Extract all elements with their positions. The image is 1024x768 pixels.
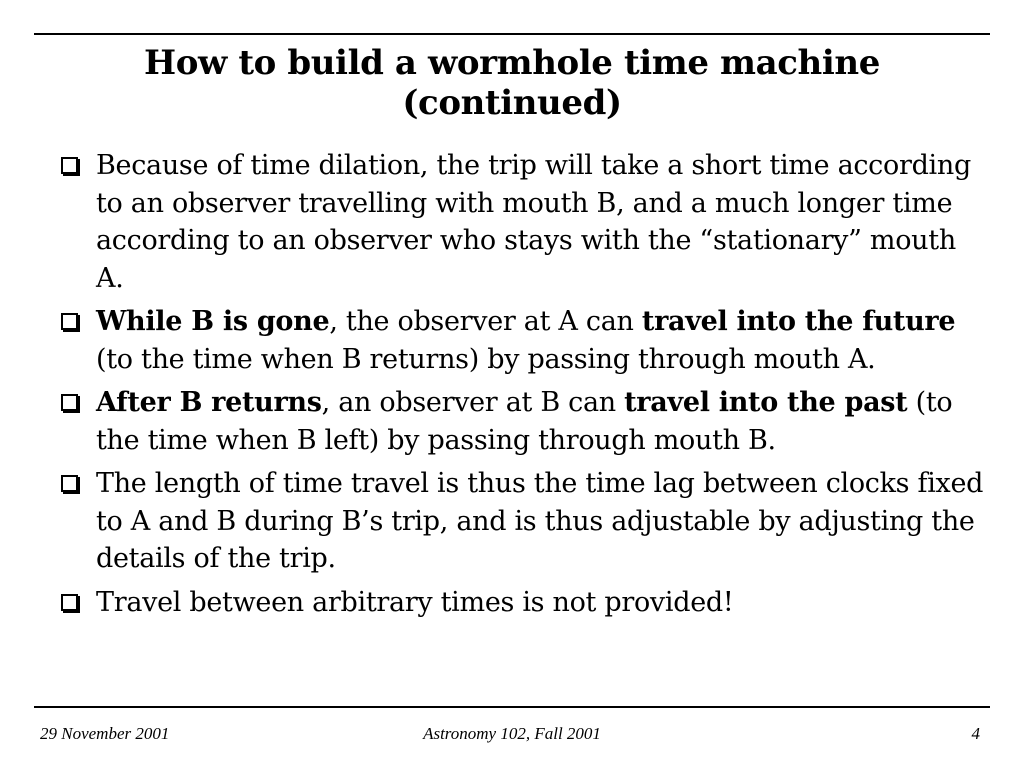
bullet-item	[58, 147, 988, 297]
slide-title	[0, 43, 1024, 123]
bullet-text-segment: The length of time travel is thus the time lag between clocks fixed to A and B during B’s trip, and is thus adjustable by adjusting the details of the trip.	[96, 468, 984, 574]
footer-course: Astronomy 102, Fall 2001	[423, 724, 601, 743]
bullet-item	[58, 465, 988, 578]
bullet-item	[58, 384, 988, 459]
bullet-text	[96, 468, 983, 574]
bullet-text-segment: (to the time when B returns) by passing through mouth A.	[96, 343, 876, 375]
bullet-text	[96, 587, 733, 618]
bullet-emphasis: travel into the future	[641, 306, 956, 337]
bullet-emphasis: After B returns	[96, 387, 322, 418]
bullet-emphasis: travel into the past	[624, 387, 908, 418]
bullet-text-segment: , the observer at A can	[329, 306, 642, 337]
checkbox-bullet-icon	[61, 594, 78, 611]
footer-page-number: 4	[971, 724, 980, 743]
bullet-list	[58, 147, 988, 621]
bullet-text-segment: , an observer at B can	[321, 387, 625, 418]
checkbox-bullet-icon	[61, 475, 78, 492]
footer-date: 29 November 2001	[40, 724, 170, 743]
bullet-text	[96, 306, 955, 375]
bullet-text-segment: Travel between arbitrary times is not provided!	[96, 586, 734, 618]
top-divider	[34, 33, 990, 35]
checkbox-bullet-icon	[61, 157, 78, 174]
bullet-text	[96, 150, 971, 294]
bullet-text	[96, 387, 952, 456]
bottom-divider	[34, 706, 990, 708]
bullet-text-segment: Because of time dilation, the trip will take a short time according to an observer travelling with mouth B, and a much longer time according to an observer who stays with the “stationary” mouth A.	[96, 150, 971, 294]
slide-title-line-1: How to build a wormhole time machine	[144, 43, 880, 83]
bullet-text-segment: (to the time when B left) by passing through mouth B.	[96, 387, 953, 456]
checkbox-bullet-icon	[61, 394, 78, 411]
bullet-item	[58, 303, 988, 378]
checkbox-bullet-icon	[61, 313, 78, 330]
bullet-emphasis: While B is gone	[96, 306, 330, 337]
bullet-item	[58, 584, 988, 622]
slide-title-line-2: (continued)	[402, 83, 622, 123]
